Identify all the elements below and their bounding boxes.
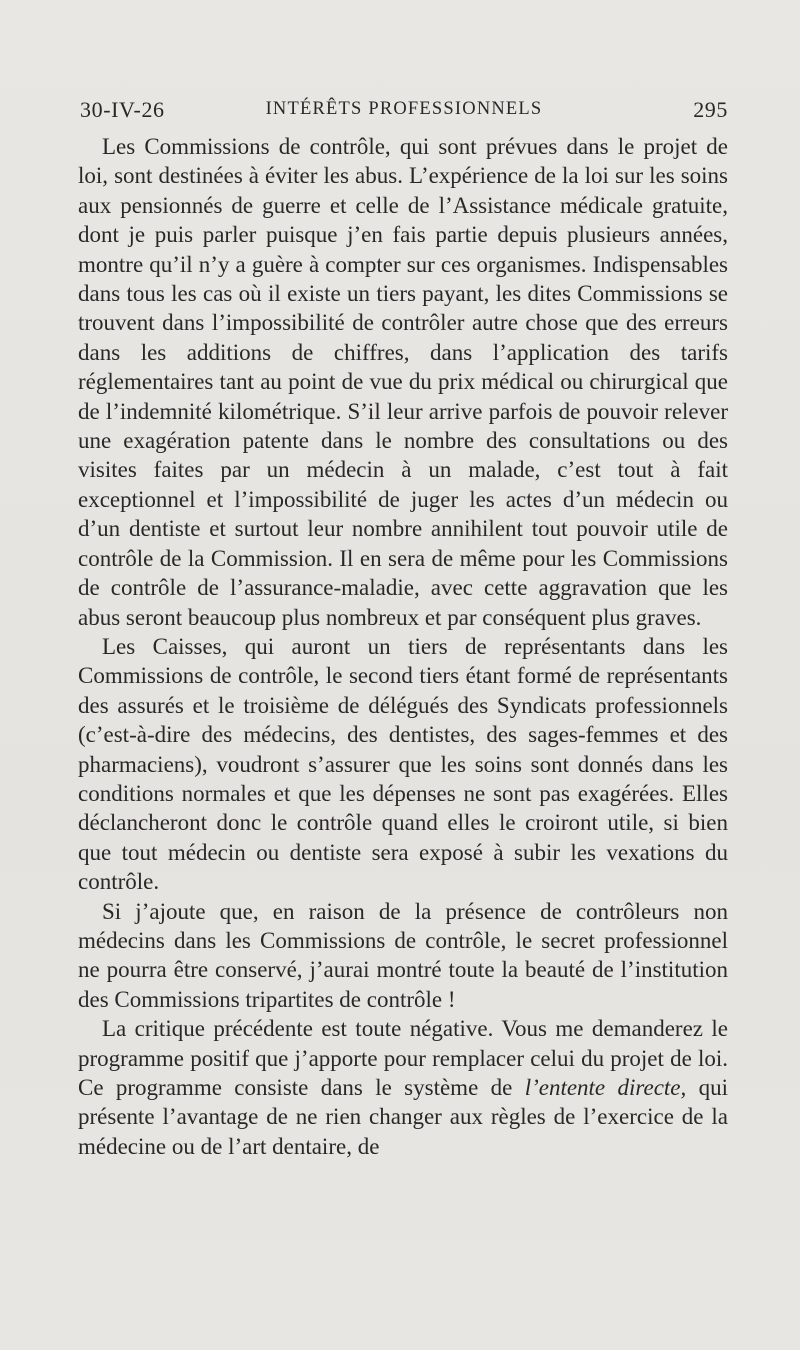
- header-title: INTÉRÊTS PROFESSIONNELS: [265, 99, 543, 119]
- paragraph-4-end: qui présente l’avantage de ne rien changer aux règles de l’exercice de la médecine ou de l’art dentaire, de: [78, 1075, 728, 1159]
- paragraph-4: [78, 1014, 728, 1161]
- paragraph-1: Les Commissions de contrôle, qui sont prévues dans le projet de loi, sont destinées à éviter les abus. L’expérience de la loi sur les soins aux pensionnés de guerre et celle de l’Assistance médicale gratuite, dont je puis parler puisque j’en fais partie depuis plusieurs années, montre qu’il n’y a guère à compter sur ces organismes. Indispensables dans tous les cas où il existe un tiers payant, les dites Commissions se trouvent dans l’impossibilité de contrôler autre chose que des erreurs dans les additions de chiffres, dans l’application des tarifs réglementaires tant au point de vue du prix médical ou chirurgical que de l’indemnité kilométrique. S’il leur arrive parfois de pouvoir relever une exagération patente dans le nombre des consultations ou des visites faites par un médecin à un malade, c’est tout à fait exceptionnel et l’impossibilité de juger les actes d’un médecin ou d’un dentiste et surtout leur nombre annihilent tout pouvoir utile de contrôle de la Commission. Il en sera de même pour les Commissions de contrôle de l’assurance-maladie, avec cette aggravation que les abus seront beaucoup plus nombreux et par conséquent plus graves.: [78, 134, 728, 630]
- emphasis-entente-directe: l’entente directe,: [524, 1075, 687, 1100]
- body-text: [78, 132, 728, 1161]
- paragraph-3: Si j’ajoute que, en raison de la présence de contrôleurs non médecins dans les Commissions de contrôle, le secret professionnel ne pourra être conservé, j’aurai montré toute la beauté de l’institution des Commissions tripartites de contrôle !: [78, 898, 728, 1012]
- paragraph-2: Les Caisses, qui auront un tiers de représentants dans les Commissions de contrôle, le second tiers étant formé de représentants des assurés et le troisième de délégués des Syndicats professionnels (c’est-à-dire des médecins, des dentistes, des sages-femmes et des pharmaciens), voudront s’assurer que les soins sont donnés dans les conditions normales et que les dépenses ne sont pas exagérées. Elles déclancheront donc le contrôle quand elles le croiront utile, si bien que tout médecin ou dentiste sera exposé à subir les vexations du contrôle.: [78, 633, 728, 895]
- paragraph-4-start: La critique précédente est toute négative. Vous me demanderez le programme positif que j’apporte pour remplacer celui du projet de loi. Ce programme consiste dans le système de: [78, 1016, 728, 1100]
- header-date: 30-IV-26: [80, 97, 165, 122]
- page-number: 295: [693, 97, 728, 122]
- running-header: [80, 97, 728, 131]
